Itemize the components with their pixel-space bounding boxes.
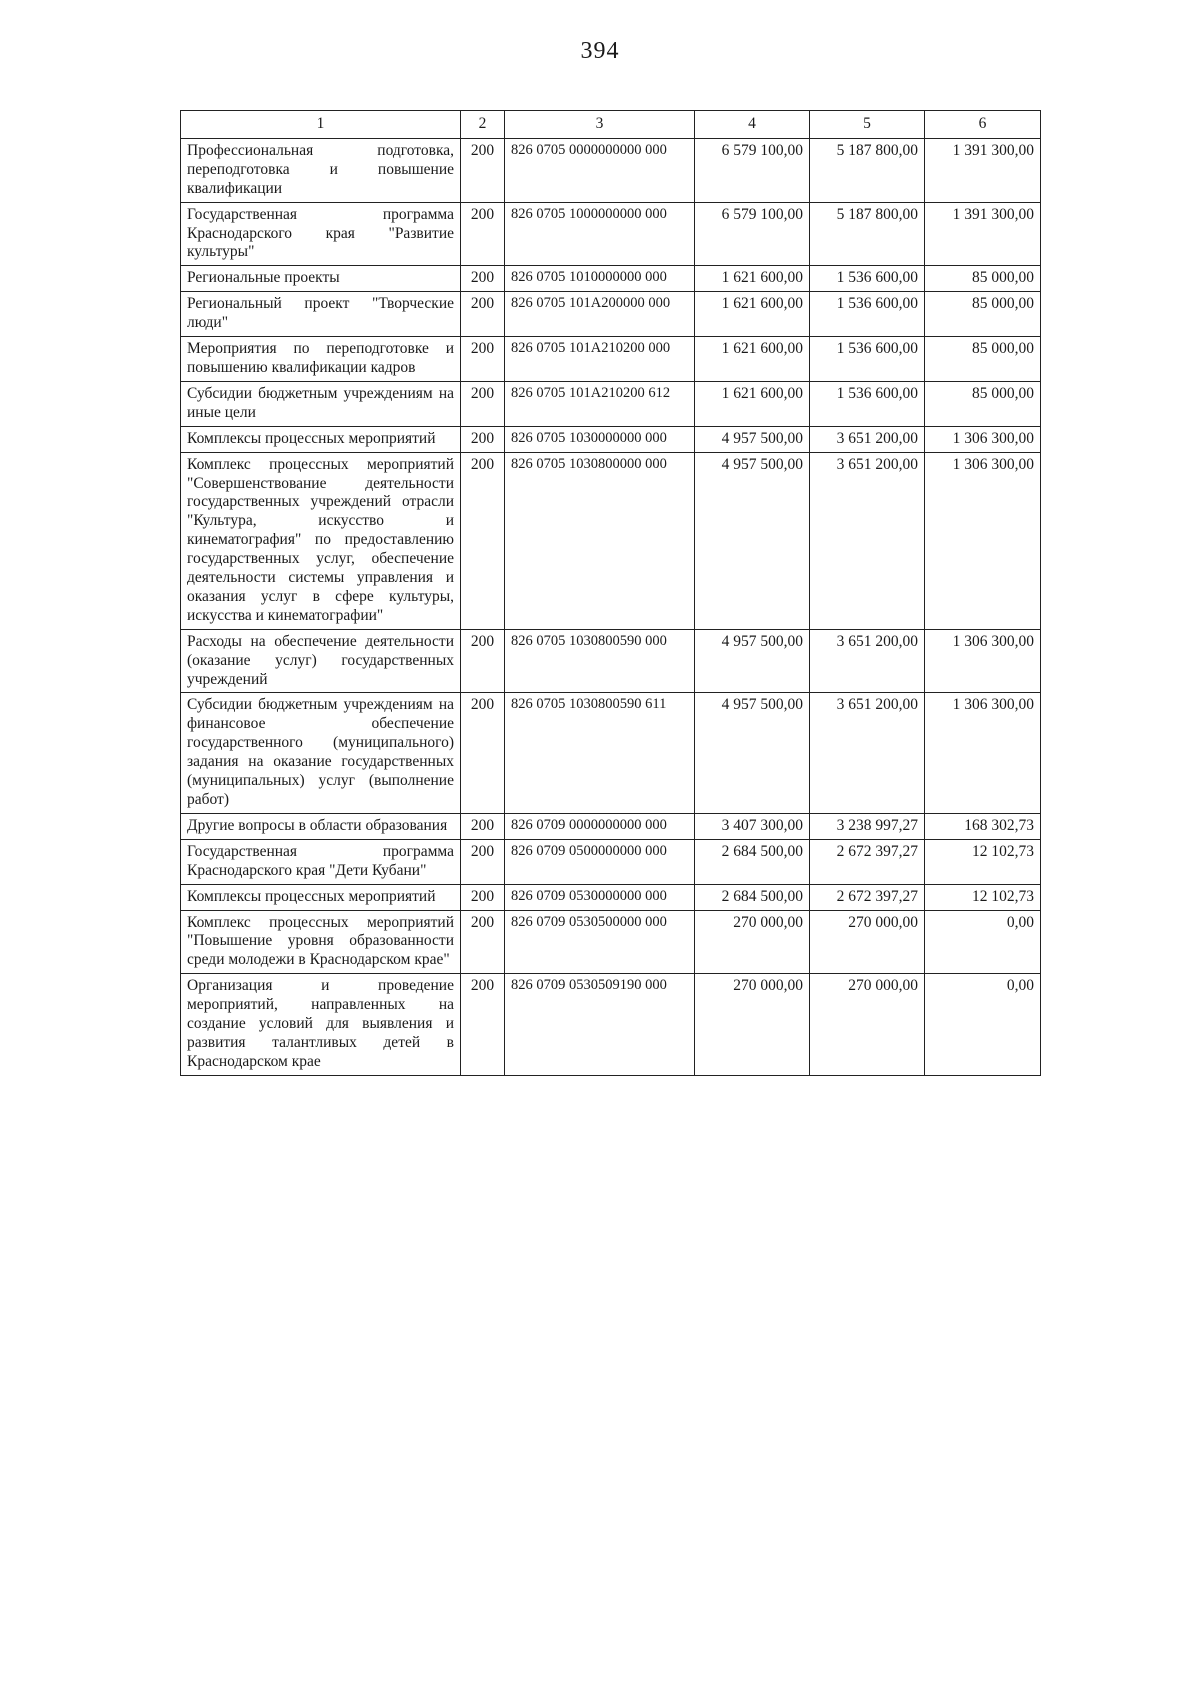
table-row [181,381,1041,426]
column-header: 6 [925,111,1041,139]
table-row [181,839,1041,884]
row-value-col6-cell: 1 306 300,00 [925,693,1041,813]
row-name-cell: Региональные проекты [181,266,461,292]
row-value-col5-cell: 270 000,00 [810,974,925,1076]
row-grbs-cell: 200 [461,693,505,813]
row-value-col4-cell: 270 000,00 [695,910,810,974]
row-value-col5-cell: 3 651 200,00 [810,426,925,452]
row-value-col4-cell: 1 621 600,00 [695,381,810,426]
row-grbs-cell: 200 [461,839,505,884]
row-grbs-cell: 200 [461,202,505,266]
row-name-cell: Региональный проект "Творческие люди" [181,292,461,337]
row-code-cell: 826 0705 0000000000 000 [505,138,695,202]
row-grbs-cell: 200 [461,813,505,839]
table-row [181,426,1041,452]
row-grbs-cell: 200 [461,266,505,292]
row-value-col4-cell: 2 684 500,00 [695,884,810,910]
row-name-cell: Другие вопросы в области образования [181,813,461,839]
column-header: 3 [505,111,695,139]
row-code-cell: 826 0709 0500000000 000 [505,839,695,884]
row-code-cell: 826 0709 0530500000 000 [505,910,695,974]
row-name-cell: Комплекс процессных мероприятий "Повышение уровня образованности среди молодежи в Краснодарском крае" [181,910,461,974]
row-value-col5-cell: 3 238 997,27 [810,813,925,839]
row-value-col5-cell: 2 672 397,27 [810,839,925,884]
table-row [181,138,1041,202]
row-value-col6-cell: 85 000,00 [925,266,1041,292]
table-header-row [181,111,1041,139]
table-row [181,452,1041,629]
row-value-col4-cell: 4 957 500,00 [695,629,810,693]
row-name-cell: Мероприятия по переподготовке и повышению квалификации кадров [181,337,461,382]
row-value-col4-cell: 3 407 300,00 [695,813,810,839]
row-value-col6-cell: 168 302,73 [925,813,1041,839]
row-value-col6-cell: 0,00 [925,974,1041,1076]
row-value-col5-cell: 1 536 600,00 [810,266,925,292]
table-row [181,813,1041,839]
table-body [181,138,1041,1075]
row-grbs-cell: 200 [461,337,505,382]
row-value-col4-cell: 1 621 600,00 [695,292,810,337]
column-header: 4 [695,111,810,139]
row-value-col6-cell: 12 102,73 [925,839,1041,884]
table-row [181,266,1041,292]
row-name-cell: Комплексы процессных мероприятий [181,884,461,910]
row-grbs-cell: 200 [461,910,505,974]
budget-table [180,110,1041,1076]
row-value-col4-cell: 4 957 500,00 [695,426,810,452]
row-name-cell: Комплекс процессных мероприятий "Совершенствование деятельности государственных учреждений отрасли "Культура, искусство и кинематография" по предоставлению государственных услуг, обеспечение деятельности системы управления и оказания услуг в сфере культуры, искусства и кинематографии" [181,452,461,629]
row-value-col5-cell: 1 536 600,00 [810,381,925,426]
row-code-cell: 826 0709 0530509190 000 [505,974,695,1076]
row-value-col6-cell: 1 306 300,00 [925,629,1041,693]
column-header: 5 [810,111,925,139]
table-row [181,884,1041,910]
row-grbs-cell: 200 [461,292,505,337]
row-value-col5-cell: 3 651 200,00 [810,693,925,813]
row-value-col5-cell: 2 672 397,27 [810,884,925,910]
row-value-col6-cell: 12 102,73 [925,884,1041,910]
row-value-col5-cell: 1 536 600,00 [810,292,925,337]
row-value-col6-cell: 0,00 [925,910,1041,974]
row-grbs-cell: 200 [461,426,505,452]
row-code-cell: 826 0709 0530000000 000 [505,884,695,910]
row-name-cell: Государственная программа Краснодарского края "Развитие культуры" [181,202,461,266]
row-value-col6-cell: 1 391 300,00 [925,138,1041,202]
page-number: 394 [580,38,620,64]
row-value-col5-cell: 3 651 200,00 [810,629,925,693]
row-code-cell: 826 0705 1030800590 000 [505,629,695,693]
row-name-cell: Субсидии бюджетным учреждениям на финансовое обеспечение государственного (муниципального) задания на оказание государственных (муниципальных) услуг (выполнение работ) [181,693,461,813]
table-row [181,292,1041,337]
row-value-col6-cell: 85 000,00 [925,381,1041,426]
row-name-cell: Расходы на обеспечение деятельности (оказание услуг) государственных учреждений [181,629,461,693]
row-value-col6-cell: 1 306 300,00 [925,426,1041,452]
column-header: 2 [461,111,505,139]
row-code-cell: 826 0705 1010000000 000 [505,266,695,292]
row-value-col5-cell: 1 536 600,00 [810,337,925,382]
row-name-cell: Комплексы процессных мероприятий [181,426,461,452]
row-value-col6-cell: 1 391 300,00 [925,202,1041,266]
row-grbs-cell: 200 [461,629,505,693]
table-row [181,337,1041,382]
row-value-col4-cell: 6 579 100,00 [695,138,810,202]
row-name-cell: Организация и проведение мероприятий, направленных на создание условий для выявления и развития талантливых детей в Краснодарском крае [181,974,461,1076]
row-code-cell: 826 0705 101A210200 000 [505,337,695,382]
row-value-col4-cell: 2 684 500,00 [695,839,810,884]
row-value-col4-cell: 1 621 600,00 [695,337,810,382]
table-row [181,910,1041,974]
row-value-col5-cell: 270 000,00 [810,910,925,974]
row-value-col5-cell: 3 651 200,00 [810,452,925,629]
row-grbs-cell: 200 [461,138,505,202]
row-name-cell: Субсидии бюджетным учреждениям на иные цели [181,381,461,426]
row-code-cell: 826 0705 1030800000 000 [505,452,695,629]
row-code-cell: 826 0705 1030000000 000 [505,426,695,452]
row-name-cell: Государственная программа Краснодарского края "Дети Кубани" [181,839,461,884]
row-grbs-cell: 200 [461,974,505,1076]
row-value-col4-cell: 6 579 100,00 [695,202,810,266]
row-value-col6-cell: 1 306 300,00 [925,452,1041,629]
row-code-cell: 826 0705 101A200000 000 [505,292,695,337]
row-grbs-cell: 200 [461,452,505,629]
row-value-col6-cell: 85 000,00 [925,337,1041,382]
table-row [181,974,1041,1076]
row-code-cell: 826 0705 1000000000 000 [505,202,695,266]
column-header: 1 [181,111,461,139]
row-code-cell: 826 0705 1030800590 611 [505,693,695,813]
row-grbs-cell: 200 [461,381,505,426]
budget-table-container [180,110,1040,1630]
table-row [181,202,1041,266]
row-value-col4-cell: 4 957 500,00 [695,693,810,813]
row-value-col4-cell: 270 000,00 [695,974,810,1076]
row-value-col4-cell: 1 621 600,00 [695,266,810,292]
row-code-cell: 826 0709 0000000000 000 [505,813,695,839]
row-name-cell: Профессиональная подготовка, переподготовка и повышение квалификации [181,138,461,202]
row-value-col6-cell: 85 000,00 [925,292,1041,337]
row-grbs-cell: 200 [461,884,505,910]
row-code-cell: 826 0705 101A210200 612 [505,381,695,426]
row-value-col4-cell: 4 957 500,00 [695,452,810,629]
table-row [181,693,1041,813]
row-value-col5-cell: 5 187 800,00 [810,138,925,202]
table-row [181,629,1041,693]
row-value-col5-cell: 5 187 800,00 [810,202,925,266]
